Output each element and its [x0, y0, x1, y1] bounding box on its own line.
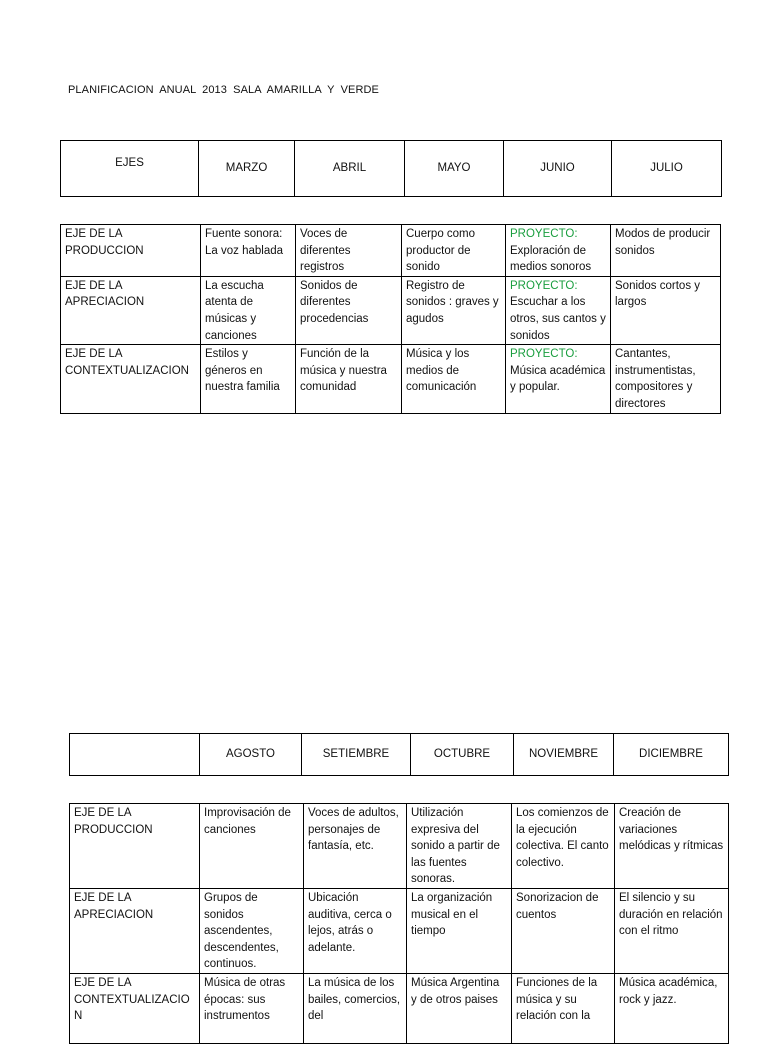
table-cell: Música de otras épocas: sus instrumentos: [200, 973, 304, 1043]
proyecto-tag: PROYECTO:: [510, 228, 578, 240]
table-cell: Sonidos de diferentes procedencias: [296, 276, 402, 344]
header-month-octubre: OCTUBRE: [411, 734, 514, 776]
axis-label: EJE DE LA CONTEXTUALIZACION: [61, 345, 201, 413]
proyecto-tag: PROYECTO:: [510, 279, 578, 292]
axis-label: EJE DE LA CONTEXTUALIZACIO N: [70, 973, 200, 1043]
table-row: [70, 804, 729, 889]
table-cell: PROYECTO: Música académica y popular.: [506, 345, 611, 413]
table-row: [61, 276, 721, 344]
header-month-mayo: MAYO: [405, 141, 504, 197]
header-month-julio: JULIO: [612, 141, 722, 197]
header-month-agosto: AGOSTO: [200, 734, 302, 776]
header-ejes: EJES: [61, 141, 199, 197]
table-cell: Ubicación auditiva, cerca o lejos, atrás o adelante.: [304, 888, 407, 973]
table-cell: PROYECTO: Exploración de medios sonoros: [506, 225, 611, 277]
table-cell: Creación de variaciones melódicas y rítmicas: [615, 804, 729, 889]
proyecto-tag: PROYECTO:: [510, 348, 578, 361]
table-cell: Función de la música y nuestra comunidad: [296, 345, 402, 413]
table-cell: Fuente sonora: La voz hablada: [201, 225, 296, 277]
table-cell: Funciones de la música y su relación con la: [512, 973, 615, 1043]
table1-header: [60, 140, 722, 197]
axis-label: EJE DE LA APRECIACION: [61, 276, 201, 344]
table-cell: Utilización expresiva del sonido a partir de las fuentes sonoras.: [407, 804, 512, 889]
table-cell: Improvisación de canciones: [200, 804, 304, 889]
table-row: [70, 973, 729, 1043]
table-cell: Sonorizacion de cuentos: [512, 888, 615, 973]
header-empty: [70, 734, 200, 776]
axis-label: EJE DE LA PRODUCCION: [70, 804, 200, 889]
axis-label: EJE DE LA PRODUCCION: [61, 225, 201, 277]
table-cell: Música Argentina y de otros paises: [407, 973, 512, 1043]
table-cell: El silencio y su duración en relación con el ritmo: [615, 888, 729, 973]
table2-header: [69, 733, 729, 776]
table-cell: La escucha atenta de músicas y canciones: [201, 276, 296, 344]
table-cell: Grupos de sonidos ascendentes, descendentes, continuos.: [200, 888, 304, 973]
table-cell: Modos de producir sonidos: [611, 225, 721, 277]
header-month-setiembre: SETIEMBRE: [302, 734, 411, 776]
table-cell: La organización musical en el tiempo: [407, 888, 512, 973]
document-title: PLANIFICACION ANUAL 2013 SALA AMARILLA Y VERDE: [68, 84, 379, 96]
header-month-diciembre: DICIEMBRE: [614, 734, 729, 776]
table-cell: Voces de adultos, personajes de fantasía, etc.: [304, 804, 407, 889]
table-cell: Estilos y géneros en nuestra familia: [201, 345, 296, 413]
table-cell: Cuerpo como productor de sonido: [402, 225, 506, 277]
header-month-marzo: MARZO: [199, 141, 295, 197]
table2-body: [69, 803, 729, 1044]
table-cell: Voces de diferentes registros: [296, 225, 402, 277]
table-cell: Los comienzos de la ejecución colectiva. El canto colectivo.: [512, 804, 615, 889]
header-month-junio: JUNIO: [504, 141, 612, 197]
table-cell: Registro de sonidos : graves y agudos: [402, 276, 506, 344]
table-cell: Sonidos cortos y largos: [611, 276, 721, 344]
table1-body: [60, 224, 721, 414]
header-month-abril: ABRIL: [295, 141, 405, 197]
table-cell: Cantantes, instrumentistas, compositores y directores: [611, 345, 721, 413]
table-row: [61, 345, 721, 413]
table-row: [70, 888, 729, 973]
axis-label: EJE DE LA APRECIACION: [70, 888, 200, 973]
header-month-noviembre: NOVIEMBRE: [514, 734, 614, 776]
table-row: [61, 225, 721, 277]
table-cell: PROYECTO: Escuchar a los otros, sus cantos y sonidos: [506, 276, 611, 344]
table-cell: La música de los bailes, comercios, del: [304, 973, 407, 1043]
table-cell: Música y los medios de comunicación: [402, 345, 506, 413]
table-cell: Música académica, rock y jazz.: [615, 973, 729, 1043]
